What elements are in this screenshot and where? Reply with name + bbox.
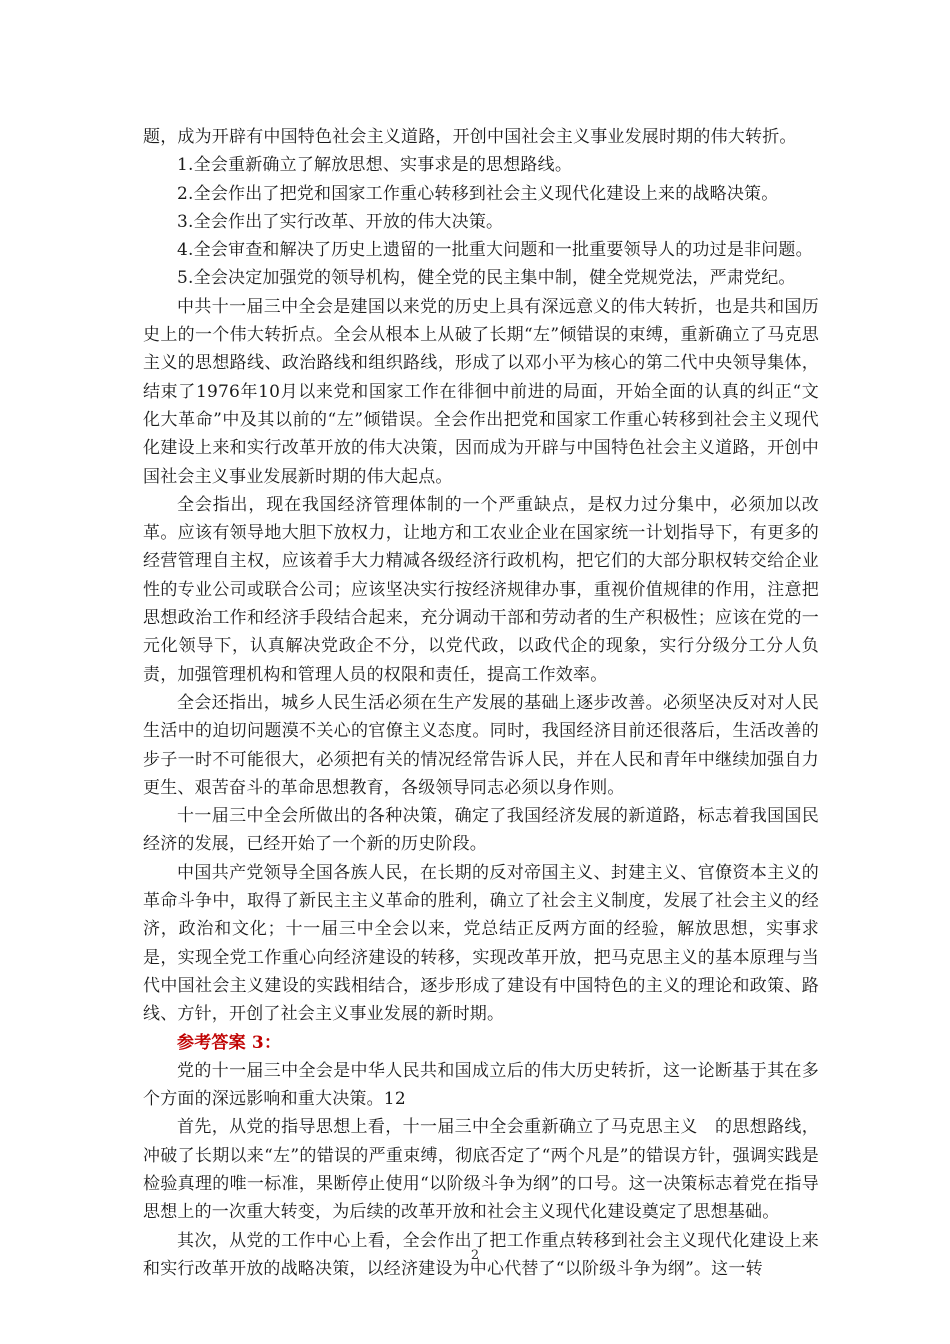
paragraph: 中共十一届三中全会是建国以来党的历史上具有深远意义的伟大转折，也是共和国历史上的一个伟大转折点。全会从根本上从破了长期“左”倾错误的束缚，重新确立了马克思主义的思想路线、政治路线和组织路线，形成了以邓小平为核心的第二代中央领导集体，结束了1976年10月以来党和国家工作在徘徊中前进的局面，开始全面的认真的纠正“文化大革命”中及其以前的“左”倾错误。全会作出把党和国家工作重心转移到社会主义现代化建设上来和实行改革开放的伟大决策，因而成为开辟与中国特色社会主义道路，开创中国社会主义事业发展新时期的伟大起点。 xyxy=(143,296,819,487)
paragraph: 全会还指出，城乡人民生活必须在生产发展的基础上逐步改善。必须坚决反对对人民生活中的迫切问题漠不关心的官僚主义态度。同时，我国经济目前还很落后，生活改善的步子一时不可能很大，必须把有关的情况经常告诉人民，并在人民和青年中继续加强自力更生、艰苦奋斗的革命思想教育，各级领导同志必须以身作则。 xyxy=(143,692,819,798)
paragraph: 全会指出，现在我国经济管理体制的一个严重缺点，是权力过分集中，必须加以改革。应该有领导地大胆下放权力，让地方和工农业企业在国家统一计划指导下，有更多的经营管理自主权，应该着手大力精减各级经济行政机构，把它们的大部分职权转交给企业性的专业公司或联合公司；应该坚决实行按经济规律办事，重视价值规律的作用，注意把思想政治工作和经济手段结合起来，充分调动干部和劳动者的生产积极性；应该在党的一元化领导下，认真解决党政企不分，以党代政，以政代企的现象，实行分级分工分人负责，加强管理机构和管理人员的权限和责任，提高工作效率。 xyxy=(143,494,819,685)
paragraph: 党的十一届三中全会是中华人民共和国成立后的伟大历史转折，这一论断基于其在多个方面的深远影响和重大决策。12 xyxy=(143,1060,819,1110)
list-item: 2.全会作出了把党和国家工作重心转移到社会主义现代化建设上来的战略决策。 xyxy=(177,183,779,204)
page-number: 2 xyxy=(470,1248,480,1263)
answer-heading: 参考答案 3： xyxy=(177,1032,282,1053)
paragraph: 十一届三中全会所做出的各种决策，确定了我国经济发展的新道路，标志着我国国民经济的发展，已经开始了一个新的历史阶段。 xyxy=(143,806,819,855)
paragraph: 中国共产党领导全国各族人民，在长期的反对帝国主义、封建主义、官僚资本主义的革命斗争中，取得了新民主主义革命的胜利，确立了社会主义制度，发展了社会主义的经济，政治和文化；十一届三中全会以来，党总结正反两方面的经验，解放思想，实事求是，实现全党工作重心向经济建设的转移，实现改革开放，把马克思主义的基本原理与当代中国社会主义建设的实践相结合，逐步形成了建设有中国特色的主义的理论和政策、路线、方针，开创了社会主义事业发展的新时期。 xyxy=(143,862,819,1025)
list-item: 1.全会重新确立了解放思想、实事求是的思想路线。 xyxy=(177,155,573,176)
body-text xyxy=(143,123,819,1283)
list-item: 5.全会决定加强党的领导机构，健全党的民主集中制，健全党规党法，严肃党纪。 xyxy=(177,268,796,289)
list-item: 3.全会作出了实行改革、开放的伟大决策。 xyxy=(177,211,504,232)
list-item: 4.全会审查和解决了历史上遗留的一批重大问题和一批重要领导人的功过是非问题。 xyxy=(177,240,813,261)
paragraph: 题，成为开辟有中国特色社会主义道路，开创中国社会主义事业发展时期的伟大转折。 xyxy=(143,127,797,147)
paragraph: 首先，从党的指导思想上看，十一届三中全会重新确立了马克思主义 的思想路线，冲破了长期以来“左”的错误的严重束缚，彻底否定了“两个凡是”的错误方针，强调实践是检验真理的唯一标准，果断停止使用“以阶级斗争为纲”的口号。这一决策标志着党在指导思想上的一次重大转变，为后续的改革开放和社会主义现代化建设奠定了思想基础。 xyxy=(143,1117,819,1223)
paragraph: 其次，从党的工作中心上看，全会作出了把工作重点转移到社会主义现代化建设上来和实行改革开放的战略决策，以经济建设为中心代替了“以阶级斗争为纲”。这一转 xyxy=(143,1230,819,1279)
